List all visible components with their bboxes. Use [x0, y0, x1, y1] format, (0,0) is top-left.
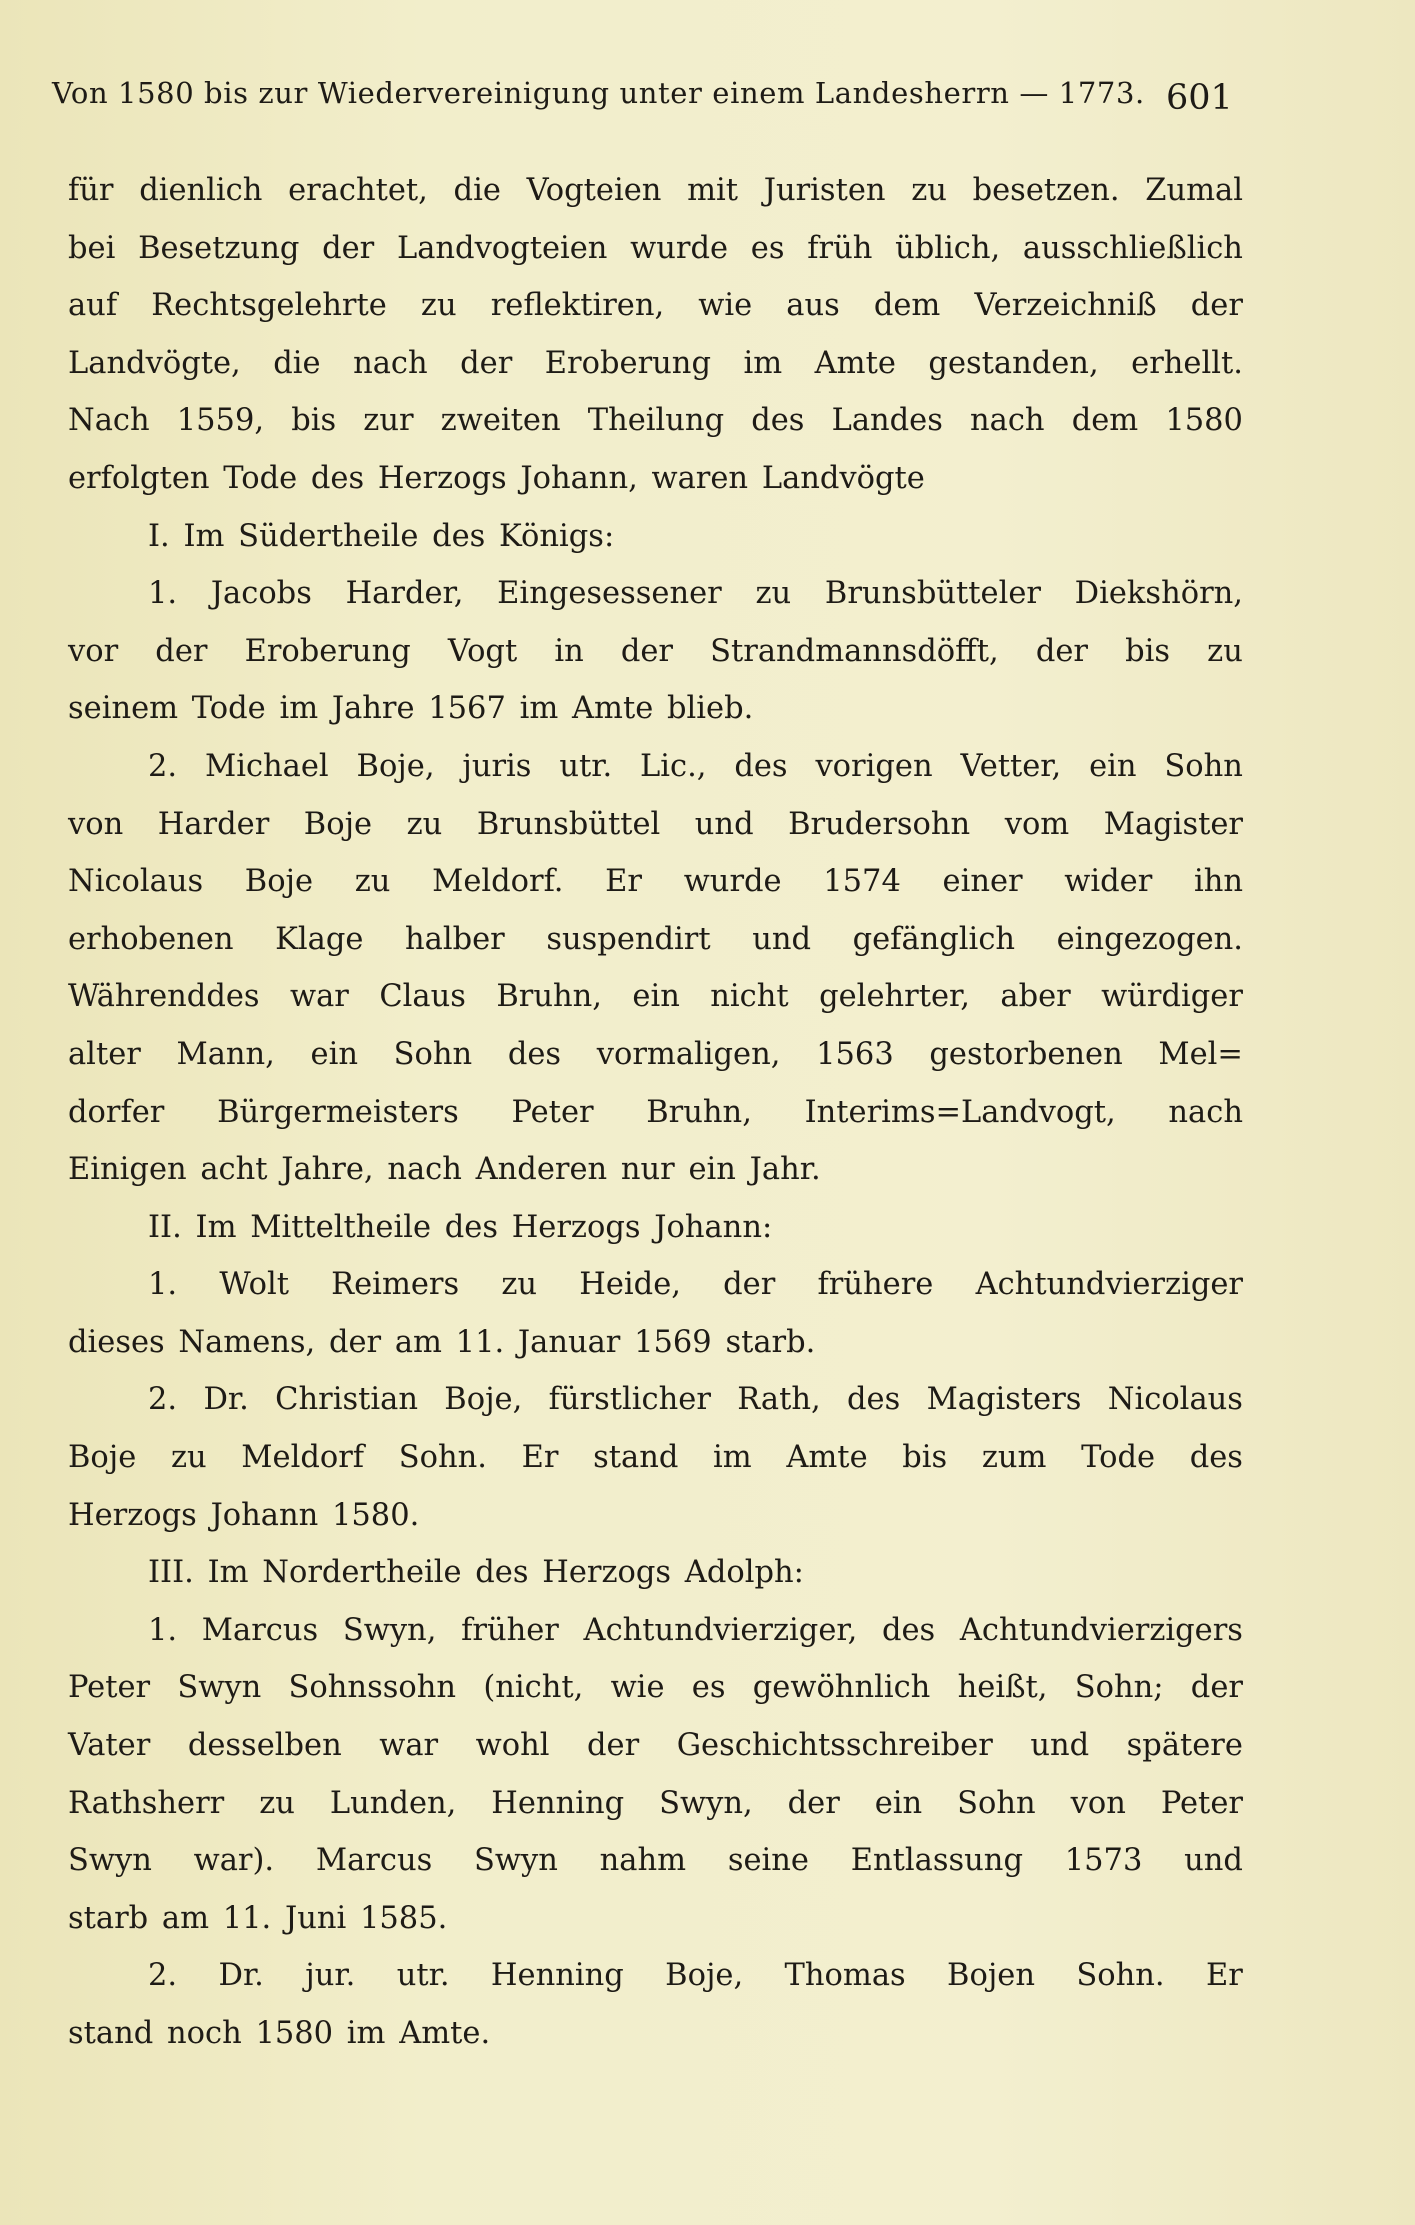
text-line: Nach 1559, bis zur zweiten Theilung des Landes nach dem 1580 — [68, 403, 1243, 439]
text-line: Vater desselben war wohl der Geschichtsschreiber und spätere — [68, 1728, 1243, 1764]
section-heading-line: III. Im Nordertheile des Herzogs Adolph: — [148, 1555, 804, 1591]
text-line: stand noch 1580 im Amte. — [68, 2016, 491, 2051]
section-heading-line: II. Im Mitteltheile des Herzogs Johann: — [148, 1209, 773, 1245]
text-line: 1. Marcus Swyn, früher Achtundvierziger, des Achtundvierzigers — [148, 1612, 1243, 1648]
text-line: Rathsherr zu Lunden, Henning Swyn, der ein Sohn von Peter — [68, 1785, 1243, 1821]
text-line: für dienlich erachtet, die Vogteien mit Juristen zu besetzen. Zumal — [68, 173, 1243, 208]
text-line: 2. Dr. jur. utr. Henning Boje, Thomas Bojen Sohn. Er — [148, 1958, 1243, 1994]
text-line: Boje zu Meldorf Sohn. Er stand im Amte bis zum Tode des — [68, 1440, 1243, 1476]
text-line: erhobenen Klage halber suspendirt und gefänglich eingezogen. — [68, 921, 1243, 957]
text-line: Herzogs Johann 1580. — [68, 1497, 420, 1533]
page-number: 601 — [1166, 78, 1233, 118]
section-heading-line: I. Im Südertheile des Königs: — [148, 518, 615, 554]
text-line: starb am 11. Juni 1585. — [68, 1900, 448, 1936]
body-text — [68, 162, 1243, 2063]
text-line: Nicolaus Boje zu Meldorf. Er wurde 1574 einer wider ihn — [68, 864, 1243, 900]
text-line: Landvögte, die nach der Eroberung im Amte gestanden, erhellt. — [68, 345, 1243, 381]
text-line: Swyn war). Marcus Swyn nahm seine Entlassung 1573 und — [68, 1843, 1243, 1879]
text-line: auf Rechtsgelehrte zu reflektiren, wie aus dem Verzeichniß der — [68, 288, 1243, 324]
text-line: dorfer Bürgermeisters Peter Bruhn, Interims=Landvogt, nach — [68, 1094, 1243, 1130]
text-line: vor der Eroberung Vogt in der Strandmannsdöfft, der bis zu — [68, 633, 1243, 669]
text-line: 1. Jacobs Harder, Eingesessener zu Brunsbütteler Diekshörn, — [148, 576, 1243, 612]
text-line: alter Mann, ein Sohn des vormaligen, 1563 gestorbenen Mel= — [68, 1036, 1243, 1072]
text-line: seinem Tode im Jahre 1567 im Amte blieb. — [68, 691, 754, 727]
text-line: 1. Wolt Reimers zu Heide, der frühere Achtundvierziger — [148, 1267, 1243, 1303]
text-line: bei Besetzung der Landvogteien wurde es früh üblich, ausschließlich — [68, 230, 1243, 266]
text-line: Einigen acht Jahre, nach Anderen nur ein Jahr. — [68, 1152, 821, 1188]
text-line: von Harder Boje zu Brunsbüttel und Brudersohn vom Magister — [68, 806, 1243, 842]
text-line: dieses Namens, der am 11. Januar 1569 starb. — [68, 1324, 816, 1360]
running-title: Von 1580 bis zur Wiedervereinigung unter einem Landesherrn — 1773. — [52, 76, 1145, 110]
text-line: erfolgten Tode des Herzogs Johann, waren Landvögte — [68, 460, 925, 496]
text-line: Peter Swyn Sohnssohn (nicht, wie es gewöhnlich heißt, Sohn; der — [68, 1670, 1243, 1706]
text-line: 2. Michael Boje, juris utr. Lic., des vorigen Vetter, ein Sohn — [148, 748, 1243, 784]
text-line: Währenddes war Claus Bruhn, ein nicht gelehrter, aber würdiger — [68, 979, 1243, 1015]
text-line: 2. Dr. Christian Boje, fürstlicher Rath, des Magisters Nicolaus — [148, 1382, 1243, 1418]
